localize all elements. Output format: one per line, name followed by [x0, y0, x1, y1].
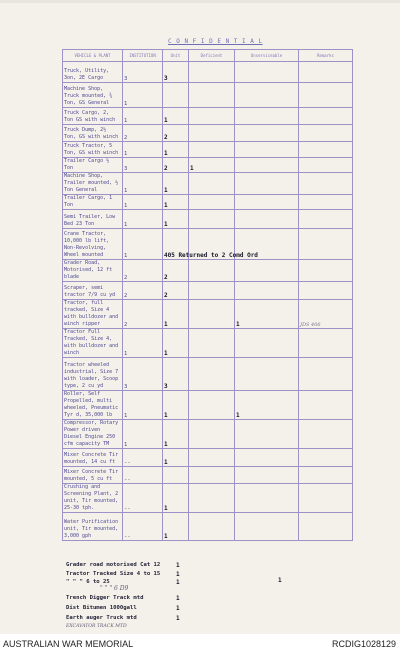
- footer-line-6: Earth auger Truck mtd: [66, 615, 137, 621]
- col-header-deficient: Deficient: [189, 50, 235, 62]
- remarks-cell: [299, 229, 353, 260]
- vehicle-cell: Tractor Full Tracked, Size 4, with bulldozer and winch: [63, 329, 123, 358]
- unserviceable-cell: [235, 173, 299, 195]
- unserviceable-cell: [235, 210, 299, 229]
- vehicle-cell: Truck Dump, 2½ Ton, GS with winch: [63, 125, 123, 142]
- remarks-cell: [299, 484, 353, 513]
- vehicle-cell: Water Purification unit, Tir mounted, 3,000 gph: [63, 513, 123, 541]
- vehicle-cell: Crushing and Screening Plant, 2 unit, Tir mounted, 25-30 tph.: [63, 484, 123, 513]
- vehicle-cell: Tractor, full tracked, Size 4 with bulldozer and winch ripper: [63, 300, 123, 329]
- institution-cell: 1: [123, 83, 163, 108]
- institution-cell: 2: [123, 282, 163, 300]
- deficient-cell: [189, 108, 235, 125]
- footer-line-3: " " " 6 to 25: [66, 579, 110, 585]
- archive-id: RCDIG1028129: [331, 639, 396, 649]
- table-row: [63, 513, 353, 541]
- table-body: [63, 62, 353, 541]
- unit-cell: 2: [163, 260, 189, 282]
- unserviceable-cell: [235, 282, 299, 300]
- table-row: [63, 83, 353, 108]
- deficient-cell: 1: [189, 158, 235, 173]
- vehicle-cell: Truck Cargo, 2, Ton GS with winch: [63, 108, 123, 125]
- footer-unit-1: 1: [176, 562, 180, 569]
- table-row: [63, 260, 353, 282]
- unit-cell: 1: [163, 329, 189, 358]
- deficient-cell: [189, 358, 235, 391]
- deficient-cell: [189, 195, 235, 210]
- deficient-cell: [189, 329, 235, 358]
- handwritten-bottom-note: EXCAVATOR TRACK MTD: [66, 624, 127, 629]
- institution-cell: --: [123, 449, 163, 467]
- col-header-unit: Unit: [163, 50, 189, 62]
- unit-cell: 405 Returned to 2 Comd Ord: [163, 229, 189, 260]
- deficient-cell: [189, 282, 235, 300]
- unit-cell: 1: [163, 210, 189, 229]
- vehicle-cell: Machine Shop, Truck mounted, ¾ Ton, GS General: [63, 83, 123, 108]
- archive-label: AUSTRALIAN WAR MEMORIAL: [3, 639, 134, 649]
- unit-cell: 2: [163, 282, 189, 300]
- vehicle-cell: Trailer Cargo ½ Ton: [63, 158, 123, 173]
- table-row: [63, 173, 353, 195]
- table-row: [63, 484, 353, 513]
- remarks-cell: [299, 513, 353, 541]
- table-row: [63, 229, 353, 260]
- table-row: [63, 329, 353, 358]
- institution-cell: 2: [123, 125, 163, 142]
- remarks-cell: [299, 173, 353, 195]
- deficient-cell: [189, 210, 235, 229]
- table-row: [63, 300, 353, 329]
- table-row: [63, 282, 353, 300]
- unserviceable-cell: [235, 358, 299, 391]
- unit-cell: 1: [163, 449, 189, 467]
- footer-unserviceable-2: 1: [278, 577, 282, 584]
- remarks-cell: [299, 449, 353, 467]
- unit-cell: 3: [163, 358, 189, 391]
- institution-cell: 1: [123, 391, 163, 420]
- deficient-cell: [189, 62, 235, 83]
- deficient-cell: [189, 420, 235, 449]
- unserviceable-cell: [235, 449, 299, 467]
- institution-cell: 2: [123, 300, 163, 329]
- institution-cell: 1: [123, 329, 163, 358]
- institution-cell: 1: [123, 142, 163, 158]
- unserviceable-cell: 1: [235, 391, 299, 420]
- unit-cell: 1: [163, 173, 189, 195]
- unserviceable-cell: [235, 484, 299, 513]
- unit-cell: [163, 467, 189, 484]
- unserviceable-cell: [235, 329, 299, 358]
- remarks-cell: [299, 467, 353, 484]
- unit-cell: 1: [163, 513, 189, 541]
- table-row: [63, 420, 353, 449]
- table-row: [63, 391, 353, 420]
- remarks-cell: [299, 62, 353, 83]
- deficient-cell: [189, 391, 235, 420]
- unit-cell: 3: [163, 62, 189, 83]
- unserviceable-cell: [235, 195, 299, 210]
- unit-cell: 1: [163, 391, 189, 420]
- table-row: [63, 195, 353, 210]
- footer-unit-3: 1: [176, 579, 180, 586]
- remarks-cell: [299, 142, 353, 158]
- vehicle-cell: Grader Road, Motorised, 12 ft blade: [63, 260, 123, 282]
- table-row: [63, 358, 353, 391]
- vehicle-cell: Truck Tractor, 5 Ton, GS with winch: [63, 142, 123, 158]
- institution-cell: --: [123, 484, 163, 513]
- unserviceable-cell: [235, 260, 299, 282]
- remarks-cell: [299, 358, 353, 391]
- deficient-cell: [189, 484, 235, 513]
- footer-line-4: Trench Digger Track mtd: [66, 595, 144, 601]
- vehicle-cell: Mixer Concrete Tir mounted, 5 cu ft: [63, 467, 123, 484]
- vehicle-cell: Tractor wheeled industrial, Size 7 with loader, Scoop type, 2 cu yd: [63, 358, 123, 391]
- unit-cell: [163, 83, 189, 108]
- unit-cell: 2: [163, 158, 189, 173]
- remarks-cell: [299, 282, 353, 300]
- institution-cell: 2: [123, 260, 163, 282]
- unit-cell: 1: [163, 108, 189, 125]
- deficient-cell: [189, 83, 235, 108]
- table-row: [63, 62, 353, 83]
- unserviceable-cell: [235, 420, 299, 449]
- vehicle-cell: Semi Trailer, Low Bed 23 Ton: [63, 210, 123, 229]
- remarks-cell: [299, 195, 353, 210]
- unit-cell: 1: [163, 300, 189, 329]
- unserviceable-cell: [235, 142, 299, 158]
- deficient-cell: [189, 260, 235, 282]
- vehicle-cell: Scraper, semi tractor 7/9 cu yd: [63, 282, 123, 300]
- unit-cell: 1: [163, 484, 189, 513]
- unserviceable-cell: 1: [235, 300, 299, 329]
- table-row: [63, 125, 353, 142]
- col-header-unserviceable: Unserviceable: [235, 50, 299, 62]
- table-row: [63, 449, 353, 467]
- sheet-edge: [0, 0, 400, 3]
- remarks-cell: [299, 391, 353, 420]
- footer-unit-6: 1: [176, 615, 180, 622]
- deficient-cell: [189, 142, 235, 158]
- remarks-cell: [299, 125, 353, 142]
- vehicle-cell: Compressor, Rotary Power driven Diesel Engine 250 cfm capacity TM: [63, 420, 123, 449]
- equipment-table: [62, 49, 353, 541]
- deficient-cell: [189, 173, 235, 195]
- deficient-cell: [189, 300, 235, 329]
- remarks-cell: [299, 329, 353, 358]
- unserviceable-cell: [235, 62, 299, 83]
- table-header-row: [63, 50, 353, 62]
- footer-unit-2: 1: [176, 571, 180, 578]
- vehicle-cell: Machine Shop, Trailer mounted, ½ Ton General: [63, 173, 123, 195]
- institution-cell: 1: [123, 173, 163, 195]
- deficient-cell: [189, 449, 235, 467]
- institution-cell: 1: [123, 210, 163, 229]
- deficient-cell: [189, 513, 235, 541]
- unit-cell: 2: [163, 125, 189, 142]
- remarks-cell: [299, 158, 353, 173]
- footer-line-5: Dist Bitumen 1000gall: [66, 605, 137, 611]
- institution-cell: --: [123, 513, 163, 541]
- unit-cell: 1: [163, 195, 189, 210]
- table-row: [63, 108, 353, 125]
- institution-cell: 1: [123, 108, 163, 125]
- unserviceable-cell: [235, 108, 299, 125]
- vehicle-cell: Trailer Cargo, 1 Ton: [63, 195, 123, 210]
- remarks-cell: [299, 83, 353, 108]
- institution-cell: 1: [123, 420, 163, 449]
- col-header-remarks: Remarks: [299, 50, 353, 62]
- table-row: [63, 158, 353, 173]
- unserviceable-cell: [235, 467, 299, 484]
- unserviceable-cell: [235, 125, 299, 142]
- remarks-cell: JDS 406: [299, 300, 353, 329]
- remarks-cell: [299, 420, 353, 449]
- unserviceable-cell: [235, 158, 299, 173]
- document-title: C O N F I D E N T I A L: [168, 38, 263, 45]
- handwritten-footer-note: " " " 6 D9: [100, 585, 129, 592]
- unserviceable-cell: [235, 513, 299, 541]
- unserviceable-cell: [235, 83, 299, 108]
- institution-cell: 1: [123, 195, 163, 210]
- remarks-cell: [299, 210, 353, 229]
- institution-cell: 3: [123, 358, 163, 391]
- deficient-cell: [189, 467, 235, 484]
- institution-cell: --: [123, 467, 163, 484]
- institution-cell: 3: [123, 158, 163, 173]
- unit-cell: 1: [163, 420, 189, 449]
- archive-caption-bar: [0, 634, 400, 654]
- vehicle-cell: Truck, Utility, 3on, 2E Cargo: [63, 62, 123, 83]
- table-row: [63, 467, 353, 484]
- footer-line-2: Tractor Tracked Size 4 to 15: [66, 571, 161, 577]
- remarks-cell: [299, 260, 353, 282]
- footer-unit-5: 1: [176, 605, 180, 612]
- institution-cell: 1: [123, 229, 163, 260]
- unit-cell: 1: [163, 142, 189, 158]
- table-row: [63, 142, 353, 158]
- vehicle-cell: Roller, Self Propelled, multi wheeled, Pneumatic Tyr d, 35,000 lb: [63, 391, 123, 420]
- remarks-cell: [299, 108, 353, 125]
- deficient-cell: [189, 125, 235, 142]
- col-header-vehicle: VEHICLE & PLANT: [63, 50, 123, 62]
- vehicle-cell: Crane Tractor, 10,000 lb lift, Non-Revolving, Wheel mounted: [63, 229, 123, 260]
- footer-line-1: Grader road motorised Cat 12: [66, 562, 161, 568]
- vehicle-cell: Mixer Concrete Tir mounted, 14 cu ft: [63, 449, 123, 467]
- footer-unit-4: 1: [176, 595, 180, 602]
- col-header-institution: INSTITUTION: [123, 50, 163, 62]
- institution-cell: 3: [123, 62, 163, 83]
- table-row: [63, 210, 353, 229]
